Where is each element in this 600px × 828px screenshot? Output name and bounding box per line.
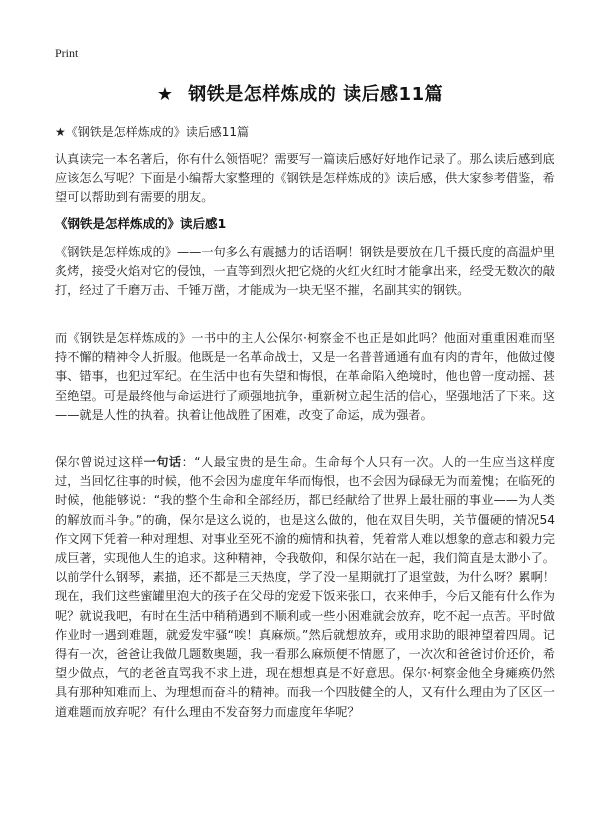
page-title xyxy=(0,80,600,106)
print-link[interactable]: Print xyxy=(55,46,79,60)
paragraph-3-rest: ：“人最宝贵的是生命。生命每个人只有一次。人的一生应当这样度过，当回忆往事的时候，他不会因为虚度年华而悔恨，也不会因为碌碌无为而羞愧；在临死的时候，他能够说：“我的整个生命和全部经历，都已经献给了世界上最壮丽的事业——为人类的解放而斗争。”的确，保尔是这么说的，也是这么做的，他在双目失明，关节僵硬的情况54作文网下凭着一种对理想、对事业至死不渝的痴情和执着，凭着常人难以想象的意志和毅力完成巨著，实现他人生的追求。这种精神，令我敬仰，和保尔站在一起，我们简直是太渺小了。以前学什么钢琴，素描，还不都是三天热度，学了没一星期就打了退堂鼓，为什么呀？累啊！现在，我们这些蜜罐里泡大的孩子在父母的宠爱下饭来张口，衣来伸手，今后又能有什么作为呢？就说我吧，有时在生活中稍稍遇到不顺利或一些小困难就会放弃，吃不起一点苦。平时做作业时一遇到难题，就爱发牢骚“唉！真麻烦。”然后就想放弃，或用求助的眼神望着四周。记得有一次，爸爸让我做几题数奥题，我一看那么麻烦便不情愿了，一次次和爸爸讨价还价，希望少做点，气的老爸直骂我不求上进，现在想想真是不好意思。保尔·柯察金他全身瘫痪仍然具有那种知难而上、为理想而奋斗的精神。而我一个四肢健全的人，又有什么理由为了区区一道难题而放弃呢？有什么理由不发奋努力而虚度年华呢？ xyxy=(55,455,555,719)
paragraph-1: 《钢铁是怎样炼成的》——一句多么有震撼力的话语啊！钢铁是要放在几千摄氏度的高温炉里炙烤，接受火焰对它的侵蚀，一直等到烈火把它烧的火红火红时才能拿出来，经受无数次的敲打，经过了千磨万击、千锤万凿，才能成为一块无坚不摧，名副其实的钢铁。 xyxy=(55,245,555,298)
intro-paragraph: 认真读完一本名著后，你有什么领悟呢？需要写一篇读后感好好地作记录了。那么读后感到底应该怎么写呢？下面是小编帮大家整理的《钢铁是怎样炼成的》读后感，供大家参考借鉴，希望可以帮助到有需要的朋友。 xyxy=(55,152,555,204)
title-text: 钢铁是怎样炼成的 读后感11篇 xyxy=(188,84,444,105)
star-icon: ★ xyxy=(156,84,174,105)
paragraph-2: 而《钢铁是怎样炼成的》一书中的主人公保尔·柯察金不也正是如此吗？他面对重重困难而坚持不懈的精神令人折服。他既是一名革命战士，又是一名普普通通有血有肉的青年，他做过傻事、错事，也犯过军纪。在生活中也有失望和悔恨，在革命陷入绝境时，他也曾一度动摇、甚至绝望。可是最终他与命运进行了顽强地抗争，重新树立起生活的信心，坚强地活了下来。这——就是人性的执着。执着让他战胜了困难，改变了命运，成为强者。 xyxy=(55,331,555,422)
paragraph-3-bold: 一句话 xyxy=(143,455,182,469)
paragraph-3 xyxy=(55,453,555,722)
subtitle: ★《钢铁是怎样炼成的》读后感11篇 xyxy=(55,125,250,139)
section-heading: 《钢铁是怎样炼成的》读后感1 xyxy=(55,216,227,231)
paragraph-3-lead: 保尔曾说过这样 xyxy=(55,455,144,469)
